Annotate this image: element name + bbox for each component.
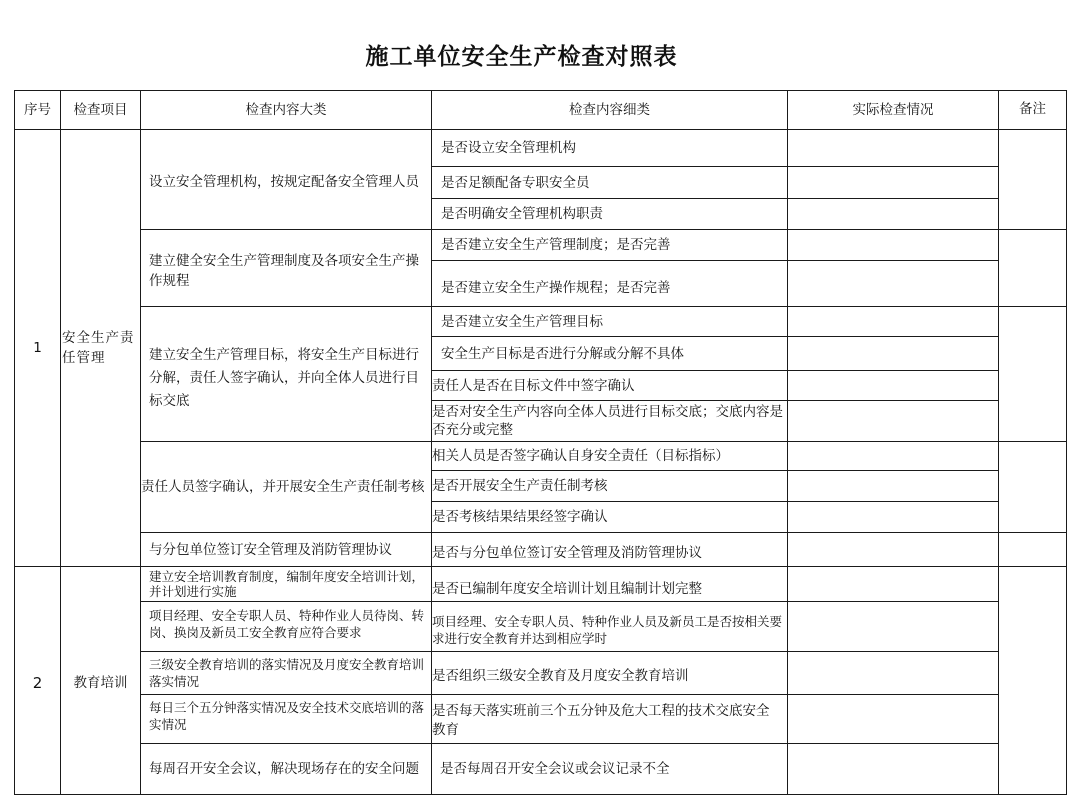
header-remark: 备注 [1019, 101, 1046, 117]
header-category: 检查内容大类 [245, 102, 327, 118]
section2-category: 每周召开安全会议，解决现场存在的安全问题 [149, 761, 419, 777]
section1-category: 与分包单位签订安全管理及消防管理协议 [149, 541, 392, 558]
section2-category: 项目经理、安全专职人员、特种作业人员待岗、转岗、换岗及新员工安全教育应符合要求 [149, 607, 425, 640]
header-seq: 序号 [24, 102, 51, 118]
section1-detail: 是否考核结果结果经签字确认 [432, 509, 608, 525]
section1-detail: 是否建立安全生产操作规程；是否完善 [441, 279, 671, 296]
section2-detail: 项目经理、安全专职人员、特种作业人员及新员工是否按相关要求进行安全教育并达到相应学时 [432, 613, 783, 646]
section1-category: 建立健全安全生产管理制度及各项安全生产操作规程 [149, 253, 419, 289]
col-line [998, 90, 999, 795]
section1-detail: 是否与分包单位签订安全管理及消防管理协议 [432, 544, 702, 561]
section2-detail: 是否每天落实班前三个五分钟及危大工程的技术交底安全教育 [432, 703, 770, 738]
section1-detail: 责任人是否在目标文件中签字确认 [432, 377, 635, 394]
section2-category: 建立安全培训教育制度，编制年度安全培训计划，并计划进行实施 [149, 569, 425, 599]
col-line [787, 90, 788, 795]
section2-category: 每日三个五分钟落实情况及安全技术交底培训的落实情况 [149, 700, 425, 732]
section1-detail: 是否设立安全管理机构 [441, 140, 576, 156]
table-border-right [1066, 90, 1067, 795]
section1-category: 设立安全管理机构，按规定配备安全管理人员 [149, 173, 419, 190]
section1-detail: 是否开展安全生产责任制考核 [432, 478, 608, 494]
header-detail: 检查内容细类 [569, 102, 650, 118]
section2-item: 教育培训 [73, 674, 128, 691]
section2-detail: 是否每周召开安全会议或会议记录不全 [440, 761, 670, 777]
section2-detail: 是否组织三级安全教育及月度安全教育培训 [432, 668, 689, 684]
table-border-bottom [14, 794, 1067, 795]
section2-detail: 是否已编制年度安全培训计划且编制计划完整 [432, 581, 702, 597]
section1-detail: 是否明确安全管理机构职责 [441, 206, 603, 222]
header-actual: 实际检查情况 [852, 102, 934, 118]
section1-detail: 是否足额配备专职安全员 [441, 174, 590, 191]
section1-detail: 相关人员是否签字确认自身安全责任（目标指标） [432, 448, 729, 464]
section1-category: 责任人员签字确认，并开展安全生产责任制考核 [141, 479, 425, 495]
section1-seq: 1 [33, 340, 42, 356]
page-title: 施工单位安全生产检查对照表 [365, 43, 678, 70]
section2-seq: 2 [32, 673, 43, 692]
section1-detail: 是否对安全生产内容向全体人员进行目标交底；交底内容是否充分或完整 [432, 404, 783, 438]
section2-category: 三级安全教育培训的落实情况及月度安全教育培训落实情况 [149, 657, 425, 689]
section1-detail: 是否建立安全生产管理制度；是否完善 [441, 237, 671, 253]
header-item: 检查项目 [73, 102, 128, 118]
section1-detail: 安全生产目标是否进行分解或分解不具体 [441, 345, 684, 362]
section1-detail: 是否建立安全生产管理目标 [441, 313, 603, 330]
section1-category: 建立安全生产管理目标，将安全生产目标进行分解，责任人签字确认，并向全体人员进行目标交底 [149, 346, 419, 409]
section1-item: 安全生产责任管理 [62, 330, 135, 366]
